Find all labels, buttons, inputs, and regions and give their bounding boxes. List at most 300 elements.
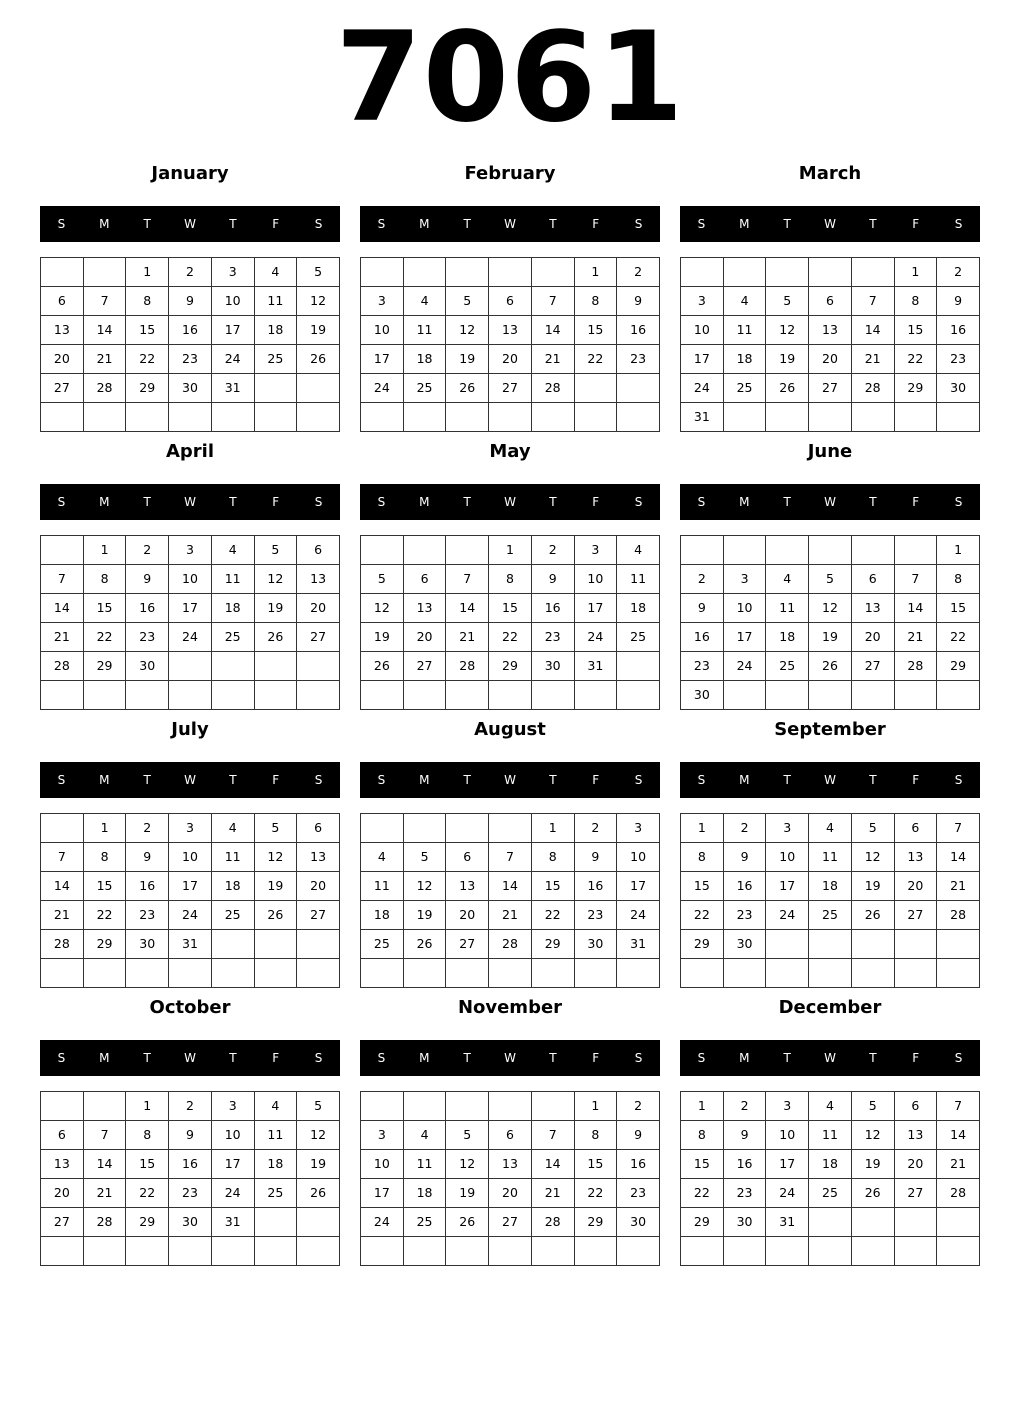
day-cell: 17 — [574, 594, 617, 623]
day-cell: 20 — [41, 345, 84, 374]
day-cell: 2 — [723, 1092, 766, 1121]
day-cell — [169, 403, 212, 432]
day-cell: 1 — [574, 258, 617, 287]
week-row — [41, 681, 340, 710]
day-cell: 26 — [403, 930, 446, 959]
day-cell: 24 — [211, 1179, 254, 1208]
day-cell — [809, 930, 852, 959]
day-cell: 15 — [937, 594, 980, 623]
day-cell — [361, 959, 404, 988]
weekday-label: F — [912, 773, 920, 787]
month-name: April — [165, 441, 215, 462]
day-cell: 2 — [126, 814, 169, 843]
day-cell: 2 — [169, 258, 212, 287]
week-row — [681, 565, 980, 594]
day-cell — [446, 959, 489, 988]
day-cell: 8 — [126, 287, 169, 316]
day-cell — [403, 814, 446, 843]
day-cell: 22 — [574, 1179, 617, 1208]
day-cell: 3 — [169, 814, 212, 843]
day-cell: 22 — [531, 901, 574, 930]
day-cell — [446, 1237, 489, 1266]
week-row — [41, 536, 340, 565]
day-cell — [489, 258, 532, 287]
day-cell — [617, 403, 660, 432]
day-cell: 26 — [446, 374, 489, 403]
day-cell — [297, 1208, 340, 1237]
day-cell: 11 — [211, 843, 254, 872]
day-cell — [937, 1237, 980, 1266]
day-cell: 7 — [851, 287, 894, 316]
day-cell — [41, 681, 84, 710]
day-cell: 11 — [809, 1121, 852, 1150]
day-cell: 16 — [617, 316, 660, 345]
day-cell — [531, 258, 574, 287]
day-cell: 6 — [489, 1121, 532, 1150]
week-row — [681, 316, 980, 345]
day-cell — [361, 814, 404, 843]
week-row — [681, 901, 980, 930]
day-cell — [894, 1208, 937, 1237]
day-cell: 20 — [489, 1179, 532, 1208]
day-cell — [681, 536, 724, 565]
day-cell — [297, 652, 340, 681]
day-cell: 17 — [361, 1179, 404, 1208]
day-cell: 30 — [126, 930, 169, 959]
day-cell: 15 — [574, 1150, 617, 1179]
weekday-label: W — [504, 773, 516, 787]
day-cell — [809, 1237, 852, 1266]
week-row — [41, 1092, 340, 1121]
day-cell — [937, 403, 980, 432]
day-cell: 22 — [83, 623, 126, 652]
day-cell: 4 — [617, 536, 660, 565]
day-cell — [297, 681, 340, 710]
day-cell: 1 — [126, 1092, 169, 1121]
day-cell: 25 — [809, 1179, 852, 1208]
day-cell: 16 — [531, 594, 574, 623]
day-cell: 6 — [41, 1121, 84, 1150]
weekday-label: T — [229, 1051, 237, 1065]
day-cell — [254, 930, 297, 959]
day-cell — [894, 1237, 937, 1266]
day-cell — [361, 403, 404, 432]
week-row — [361, 403, 660, 432]
day-cell: 31 — [574, 652, 617, 681]
day-cell: 18 — [403, 345, 446, 374]
day-cell — [403, 258, 446, 287]
month-name: May — [489, 441, 531, 462]
day-cell: 3 — [361, 1121, 404, 1150]
day-cell: 18 — [211, 594, 254, 623]
day-cell: 3 — [211, 258, 254, 287]
day-cell: 23 — [126, 901, 169, 930]
day-cell — [41, 403, 84, 432]
day-cell: 5 — [254, 536, 297, 565]
day-cell: 4 — [403, 287, 446, 316]
week-row — [41, 1179, 340, 1208]
day-cell — [531, 403, 574, 432]
day-cell: 7 — [83, 287, 126, 316]
weekday-label: S — [314, 495, 323, 509]
day-cell: 21 — [41, 901, 84, 930]
day-cell: 17 — [211, 316, 254, 345]
day-cell: 13 — [851, 594, 894, 623]
day-grid — [680, 257, 980, 432]
day-cell — [809, 258, 852, 287]
day-cell — [211, 652, 254, 681]
day-cell: 31 — [766, 1208, 809, 1237]
week-row — [41, 1150, 340, 1179]
day-cell: 5 — [851, 814, 894, 843]
day-cell — [297, 1237, 340, 1266]
year-title: 7061 — [335, 6, 685, 150]
week-row — [681, 594, 980, 623]
day-cell: 11 — [211, 565, 254, 594]
day-cell: 20 — [297, 594, 340, 623]
day-cell — [403, 959, 446, 988]
day-cell: 15 — [489, 594, 532, 623]
day-cell — [489, 959, 532, 988]
day-cell: 5 — [403, 843, 446, 872]
weekday-label: S — [57, 217, 66, 231]
day-cell: 13 — [297, 843, 340, 872]
day-cell: 9 — [681, 594, 724, 623]
day-cell — [851, 681, 894, 710]
day-cell: 28 — [83, 1208, 126, 1237]
day-cell — [361, 258, 404, 287]
day-cell: 5 — [809, 565, 852, 594]
day-cell: 12 — [446, 316, 489, 345]
week-row — [681, 1121, 980, 1150]
day-cell: 20 — [489, 345, 532, 374]
day-cell: 21 — [531, 1179, 574, 1208]
day-cell — [211, 403, 254, 432]
day-cell: 16 — [723, 872, 766, 901]
day-cell: 9 — [617, 287, 660, 316]
weekday-label: S — [377, 1051, 386, 1065]
day-cell — [766, 681, 809, 710]
weekday-label: T — [549, 217, 557, 231]
week-row — [41, 374, 340, 403]
day-cell: 21 — [83, 1179, 126, 1208]
day-cell: 28 — [489, 930, 532, 959]
day-cell — [809, 1208, 852, 1237]
day-cell: 17 — [617, 872, 660, 901]
weekday-label: M — [419, 773, 430, 787]
week-row — [681, 345, 980, 374]
day-cell: 3 — [681, 287, 724, 316]
day-cell — [766, 403, 809, 432]
day-cell — [254, 374, 297, 403]
day-cell: 2 — [723, 814, 766, 843]
day-cell: 29 — [83, 652, 126, 681]
day-cell: 8 — [894, 287, 937, 316]
day-cell: 14 — [41, 872, 84, 901]
week-row — [41, 403, 340, 432]
weekday-label: S — [954, 1051, 963, 1065]
day-cell: 23 — [723, 901, 766, 930]
week-row — [41, 814, 340, 843]
day-cell: 16 — [617, 1150, 660, 1179]
day-cell: 11 — [766, 594, 809, 623]
day-cell: 24 — [169, 623, 212, 652]
weekday-header — [40, 206, 340, 242]
day-cell: 9 — [937, 287, 980, 316]
day-cell: 25 — [254, 345, 297, 374]
day-cell: 6 — [894, 814, 937, 843]
day-grid — [680, 1091, 980, 1266]
day-cell: 5 — [297, 258, 340, 287]
day-cell: 1 — [126, 258, 169, 287]
weekday-label: S — [314, 773, 323, 787]
day-cell — [446, 1092, 489, 1121]
day-cell: 29 — [531, 930, 574, 959]
day-cell: 13 — [446, 872, 489, 901]
week-row — [41, 652, 340, 681]
day-cell: 9 — [169, 287, 212, 316]
day-cell — [361, 681, 404, 710]
day-cell — [851, 1208, 894, 1237]
weekday-label: S — [697, 495, 706, 509]
day-cell: 14 — [446, 594, 489, 623]
day-cell: 29 — [681, 1208, 724, 1237]
day-cell: 6 — [851, 565, 894, 594]
day-cell: 26 — [851, 901, 894, 930]
day-cell: 17 — [723, 623, 766, 652]
day-cell: 5 — [446, 287, 489, 316]
day-cell: 17 — [169, 594, 212, 623]
day-cell: 27 — [809, 374, 852, 403]
day-cell: 9 — [723, 1121, 766, 1150]
week-row — [361, 959, 660, 988]
day-cell: 14 — [531, 1150, 574, 1179]
day-cell — [894, 681, 937, 710]
day-cell: 22 — [126, 1179, 169, 1208]
day-cell — [211, 1237, 254, 1266]
day-cell: 20 — [446, 901, 489, 930]
day-cell: 14 — [83, 1150, 126, 1179]
day-cell: 12 — [254, 843, 297, 872]
day-cell — [489, 814, 532, 843]
day-cell: 22 — [937, 623, 980, 652]
day-cell — [297, 930, 340, 959]
day-cell: 30 — [169, 374, 212, 403]
weekday-label: T — [869, 773, 877, 787]
day-cell — [126, 681, 169, 710]
weekday-label: W — [184, 495, 196, 509]
day-cell: 27 — [851, 652, 894, 681]
day-cell: 25 — [617, 623, 660, 652]
day-cell — [403, 403, 446, 432]
day-cell — [169, 1237, 212, 1266]
day-cell: 27 — [403, 652, 446, 681]
day-cell: 4 — [809, 814, 852, 843]
day-cell — [574, 959, 617, 988]
day-grid — [360, 535, 660, 710]
day-cell: 4 — [254, 258, 297, 287]
day-cell: 29 — [681, 930, 724, 959]
weekday-label: S — [314, 1051, 323, 1065]
day-cell: 23 — [126, 623, 169, 652]
day-cell — [83, 258, 126, 287]
day-cell: 19 — [361, 623, 404, 652]
day-cell: 10 — [361, 1150, 404, 1179]
day-cell: 11 — [361, 872, 404, 901]
day-cell — [766, 536, 809, 565]
weekday-label: S — [634, 217, 643, 231]
day-cell: 15 — [126, 1150, 169, 1179]
day-cell: 26 — [851, 1179, 894, 1208]
week-row — [681, 681, 980, 710]
day-cell: 6 — [41, 287, 84, 316]
day-cell: 4 — [211, 814, 254, 843]
weekday-label: M — [419, 1051, 430, 1065]
day-cell: 28 — [531, 374, 574, 403]
day-cell: 19 — [403, 901, 446, 930]
day-cell: 28 — [937, 1179, 980, 1208]
month-name: February — [464, 163, 556, 184]
day-cell — [211, 959, 254, 988]
week-row — [41, 258, 340, 287]
day-cell: 27 — [297, 623, 340, 652]
day-cell: 14 — [489, 872, 532, 901]
week-row — [361, 843, 660, 872]
weekday-label: T — [143, 1051, 151, 1065]
day-cell — [403, 1092, 446, 1121]
day-cell: 12 — [809, 594, 852, 623]
weekday-label: W — [504, 495, 516, 509]
weekday-label: W — [504, 1051, 516, 1065]
day-cell — [851, 258, 894, 287]
day-cell: 9 — [723, 843, 766, 872]
weekday-label: S — [57, 1051, 66, 1065]
weekday-label: W — [504, 217, 516, 231]
day-cell: 18 — [254, 1150, 297, 1179]
day-cell: 23 — [723, 1179, 766, 1208]
weekday-header — [680, 762, 980, 798]
day-cell: 25 — [211, 623, 254, 652]
day-cell: 11 — [723, 316, 766, 345]
day-cell: 6 — [297, 814, 340, 843]
day-cell: 8 — [531, 843, 574, 872]
day-cell: 22 — [489, 623, 532, 652]
day-cell: 10 — [361, 316, 404, 345]
day-cell: 1 — [681, 1092, 724, 1121]
day-cell — [489, 1092, 532, 1121]
week-row — [681, 536, 980, 565]
day-cell: 11 — [254, 287, 297, 316]
day-cell — [617, 652, 660, 681]
day-cell — [681, 258, 724, 287]
day-cell: 2 — [681, 565, 724, 594]
day-cell: 10 — [681, 316, 724, 345]
day-cell: 10 — [766, 843, 809, 872]
day-cell: 9 — [617, 1121, 660, 1150]
weekday-label: T — [549, 773, 557, 787]
day-cell: 16 — [937, 316, 980, 345]
day-cell: 14 — [531, 316, 574, 345]
day-cell: 3 — [574, 536, 617, 565]
weekday-label: S — [697, 1051, 706, 1065]
day-cell — [446, 536, 489, 565]
week-row — [681, 287, 980, 316]
day-cell — [851, 403, 894, 432]
day-cell: 17 — [211, 1150, 254, 1179]
day-cell: 23 — [531, 623, 574, 652]
weekday-label: T — [549, 1051, 557, 1065]
weekday-label: F — [272, 217, 280, 231]
day-cell: 10 — [211, 1121, 254, 1150]
day-cell: 24 — [617, 901, 660, 930]
weekday-label: M — [99, 1051, 110, 1065]
month-name: June — [807, 441, 853, 462]
day-cell: 29 — [126, 374, 169, 403]
weekday-label: W — [184, 773, 196, 787]
week-row — [41, 1121, 340, 1150]
week-row — [361, 623, 660, 652]
day-cell: 26 — [254, 623, 297, 652]
day-cell: 9 — [126, 565, 169, 594]
weekday-label: S — [634, 495, 643, 509]
weekday-label: T — [143, 773, 151, 787]
day-cell: 27 — [894, 901, 937, 930]
day-cell: 26 — [766, 374, 809, 403]
week-row — [361, 1237, 660, 1266]
day-cell — [169, 652, 212, 681]
day-cell: 7 — [446, 565, 489, 594]
week-row — [361, 901, 660, 930]
weekday-label: T — [143, 495, 151, 509]
day-cell: 14 — [83, 316, 126, 345]
day-cell: 3 — [169, 536, 212, 565]
week-row — [361, 1150, 660, 1179]
day-cell — [723, 536, 766, 565]
week-row — [681, 1092, 980, 1121]
day-cell: 7 — [894, 565, 937, 594]
day-cell — [83, 403, 126, 432]
day-cell: 31 — [617, 930, 660, 959]
day-cell — [531, 681, 574, 710]
day-cell: 22 — [681, 901, 724, 930]
day-cell: 19 — [809, 623, 852, 652]
day-cell: 20 — [894, 872, 937, 901]
month-name: October — [149, 997, 231, 1018]
day-cell — [254, 652, 297, 681]
day-cell: 6 — [297, 536, 340, 565]
week-row — [681, 872, 980, 901]
day-cell: 27 — [41, 1208, 84, 1237]
day-cell: 24 — [361, 374, 404, 403]
day-cell: 29 — [489, 652, 532, 681]
day-cell: 21 — [446, 623, 489, 652]
day-cell: 17 — [169, 872, 212, 901]
day-cell: 13 — [809, 316, 852, 345]
weekday-label: F — [272, 495, 280, 509]
day-cell: 23 — [617, 1179, 660, 1208]
day-cell: 26 — [297, 1179, 340, 1208]
day-cell: 23 — [169, 1179, 212, 1208]
day-cell: 26 — [254, 901, 297, 930]
weekday-label: S — [954, 495, 963, 509]
day-cell: 19 — [851, 1150, 894, 1179]
day-cell: 15 — [681, 872, 724, 901]
day-cell — [681, 1237, 724, 1266]
day-cell: 7 — [83, 1121, 126, 1150]
week-row — [361, 1208, 660, 1237]
day-cell: 5 — [446, 1121, 489, 1150]
day-cell: 30 — [574, 930, 617, 959]
